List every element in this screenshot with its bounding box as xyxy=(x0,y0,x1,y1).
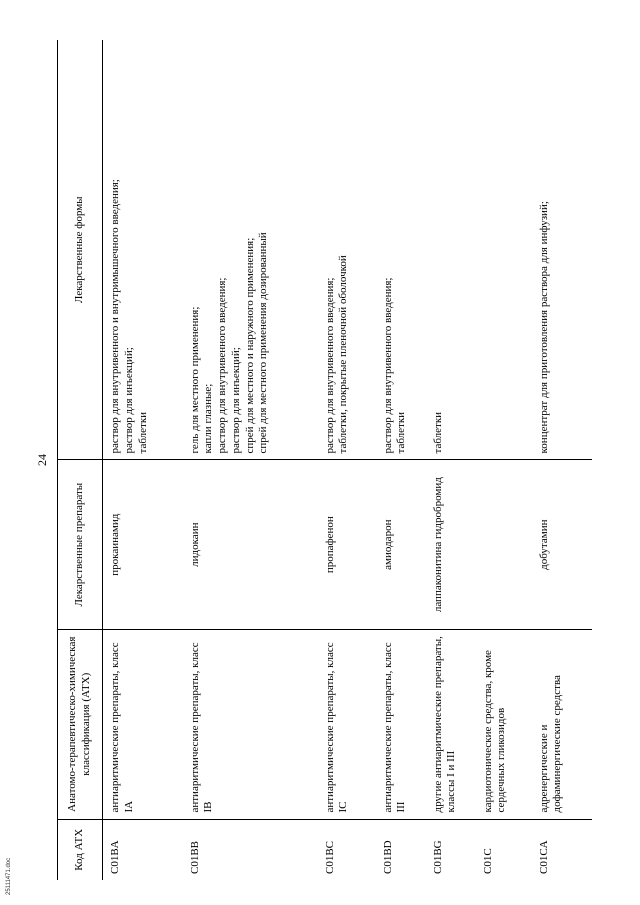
drug-cell: пропафенон xyxy=(318,460,376,629)
drug-cell: прокаинамид xyxy=(103,460,183,629)
dosage-form: спрей для местного применения дозированный xyxy=(257,232,270,454)
forms-cell xyxy=(103,40,183,460)
forms-cell xyxy=(183,40,318,460)
forms-cell xyxy=(532,40,592,460)
rotated-page xyxy=(35,40,600,880)
classification-cell: антиаритмические препараты, класс IB xyxy=(183,629,318,819)
classification-cell: кардиотонические средства, кроме сердечных гликозидов xyxy=(476,629,532,819)
dosage-form: таблетки xyxy=(431,411,444,454)
dosage-form: раствор для внутривенного введения; xyxy=(216,277,228,454)
page-number: 24 xyxy=(35,454,49,466)
document-id: 25111471.doc xyxy=(6,857,12,895)
forms-cell xyxy=(318,40,376,460)
atc-code-cell: C01BD xyxy=(381,840,394,874)
table-body xyxy=(103,40,592,880)
dosage-form: таблетки xyxy=(395,411,408,454)
forms-cell xyxy=(426,40,476,460)
dosage-form: таблетки, покрытые пленочной оболочкой xyxy=(337,255,350,454)
drug-cell: амиодарон xyxy=(376,460,426,629)
table-row xyxy=(426,40,476,880)
drug-cell: лаппаконитина гидробромид xyxy=(426,460,476,629)
header-code: Код АТХ xyxy=(73,828,86,871)
atc-code-cell: C01BG xyxy=(431,840,444,874)
dosage-form: раствор для внутривенного введения; xyxy=(323,277,336,454)
drug-cell: добутамин xyxy=(532,460,592,629)
atc-code-cell: C01BB xyxy=(188,840,201,874)
dosage-form: капли глазные; xyxy=(202,383,215,454)
dosage-form: раствор для инъекций; xyxy=(229,347,242,454)
classification-cell: антиаритмические препараты, класс IC xyxy=(318,629,376,819)
drug-cell: лидокаин xyxy=(183,460,318,629)
atc-code-cell: C01BA xyxy=(109,840,121,874)
atc-code-cell: C01BC xyxy=(323,840,336,874)
forms-cell xyxy=(376,40,426,460)
dosage-form: раствор для внутривенного введения; xyxy=(381,277,394,454)
dosage-form: гель для местного применения; xyxy=(188,306,201,454)
header-forms: Лекарственные формы xyxy=(58,40,103,460)
dosage-form: раствор для внутривенного и внутримышечного введения; xyxy=(109,179,121,454)
forms-cell xyxy=(476,40,532,460)
table-row xyxy=(318,40,376,880)
classification-cell: антиаритмические препараты, класс IA xyxy=(103,629,183,819)
header-classification: Анатомо-терапевтическо-химическая классификация (АТХ) xyxy=(58,629,103,819)
classification-cell: другие антиаритмические препараты, классы I и III xyxy=(426,629,476,819)
table-row xyxy=(532,40,592,880)
header-drugs: Лекарственные препараты xyxy=(58,460,103,629)
classification-cell: антиаритмические препараты, класс III xyxy=(376,629,426,819)
dosage-form: спрей для местного и наружного применения; xyxy=(243,237,256,454)
atc-code-cell: C01C xyxy=(481,848,494,874)
table-row xyxy=(476,40,532,880)
atc-table xyxy=(57,40,592,880)
table-header-row xyxy=(58,40,103,880)
atc-code-cell: C01CA xyxy=(537,840,550,874)
dosage-form: концентрат для приготовления раствора для инфузий; xyxy=(537,201,550,454)
drug-cell xyxy=(476,460,532,629)
table-row xyxy=(103,40,183,880)
classification-cell: адренергические и дофаминергические средства xyxy=(532,629,592,819)
dosage-form: раствор для инъекций; xyxy=(122,347,135,454)
dosage-form: таблетки xyxy=(136,411,149,454)
table-row xyxy=(376,40,426,880)
table-row xyxy=(183,40,318,880)
